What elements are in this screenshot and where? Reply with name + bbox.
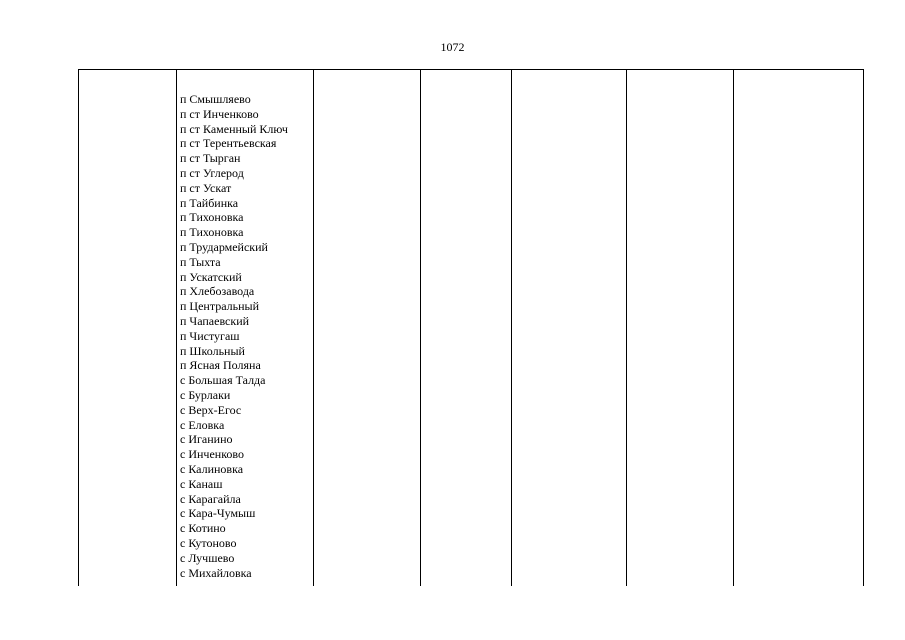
- list-item: п Центральный: [180, 299, 260, 314]
- list-item: п Школьный: [180, 343, 245, 358]
- list-item: п Тихоновка: [180, 225, 244, 240]
- list-item: п Хлебозавода: [180, 284, 255, 299]
- list-item: с Калиновка: [180, 461, 244, 476]
- column-divider-1: [176, 70, 177, 586]
- list-item: с Канаш: [180, 476, 223, 491]
- page-number: 1072: [440, 40, 465, 54]
- list-item: с Котино: [180, 521, 226, 536]
- list-item: с Лучшево: [180, 550, 235, 565]
- column-divider-3: [420, 70, 421, 586]
- list-item: с Кутоново: [180, 535, 237, 550]
- list-item: с Иганино: [180, 432, 233, 447]
- list-item: п ст Углерод: [180, 165, 244, 180]
- list-item: с Михайловка: [180, 565, 252, 580]
- column-divider-2: [313, 70, 314, 586]
- settlements-table: [78, 69, 864, 586]
- list-item: с Карагайла: [180, 491, 241, 506]
- list-item: п Трудармейский: [180, 239, 268, 254]
- list-item: п Тихоновка: [180, 210, 244, 225]
- column-divider-6: [733, 70, 734, 586]
- list-item: п ст Терентьевская: [180, 136, 277, 151]
- list-item: п Чистугаш: [180, 328, 240, 343]
- list-item: с Большая Талда: [180, 373, 266, 388]
- list-item: п ст Инченково: [180, 106, 259, 121]
- settlements-list: [180, 92, 288, 580]
- list-item: п ст Тырган: [180, 151, 241, 166]
- list-item: п Смышляево: [180, 92, 251, 106]
- list-item: с Бурлаки: [180, 387, 231, 402]
- list-item: п Ускатский: [180, 269, 242, 284]
- list-item: с Кара-Чумыш: [180, 506, 256, 521]
- list-item: п Ясная Поляна: [180, 358, 261, 373]
- list-item: п Чапаевский: [180, 313, 250, 328]
- list-item: с Еловка: [180, 417, 225, 432]
- list-item: п Тыхта: [180, 254, 221, 269]
- column-divider-5: [626, 70, 627, 586]
- list-item: п Тайбинка: [180, 195, 239, 210]
- list-item: с Верх-Егос: [180, 402, 242, 417]
- list-item: п ст Каменный Ключ: [180, 121, 288, 136]
- list-item: с Инченково: [180, 447, 245, 462]
- column-divider-4: [511, 70, 512, 586]
- list-item: п ст Ускат: [180, 180, 232, 195]
